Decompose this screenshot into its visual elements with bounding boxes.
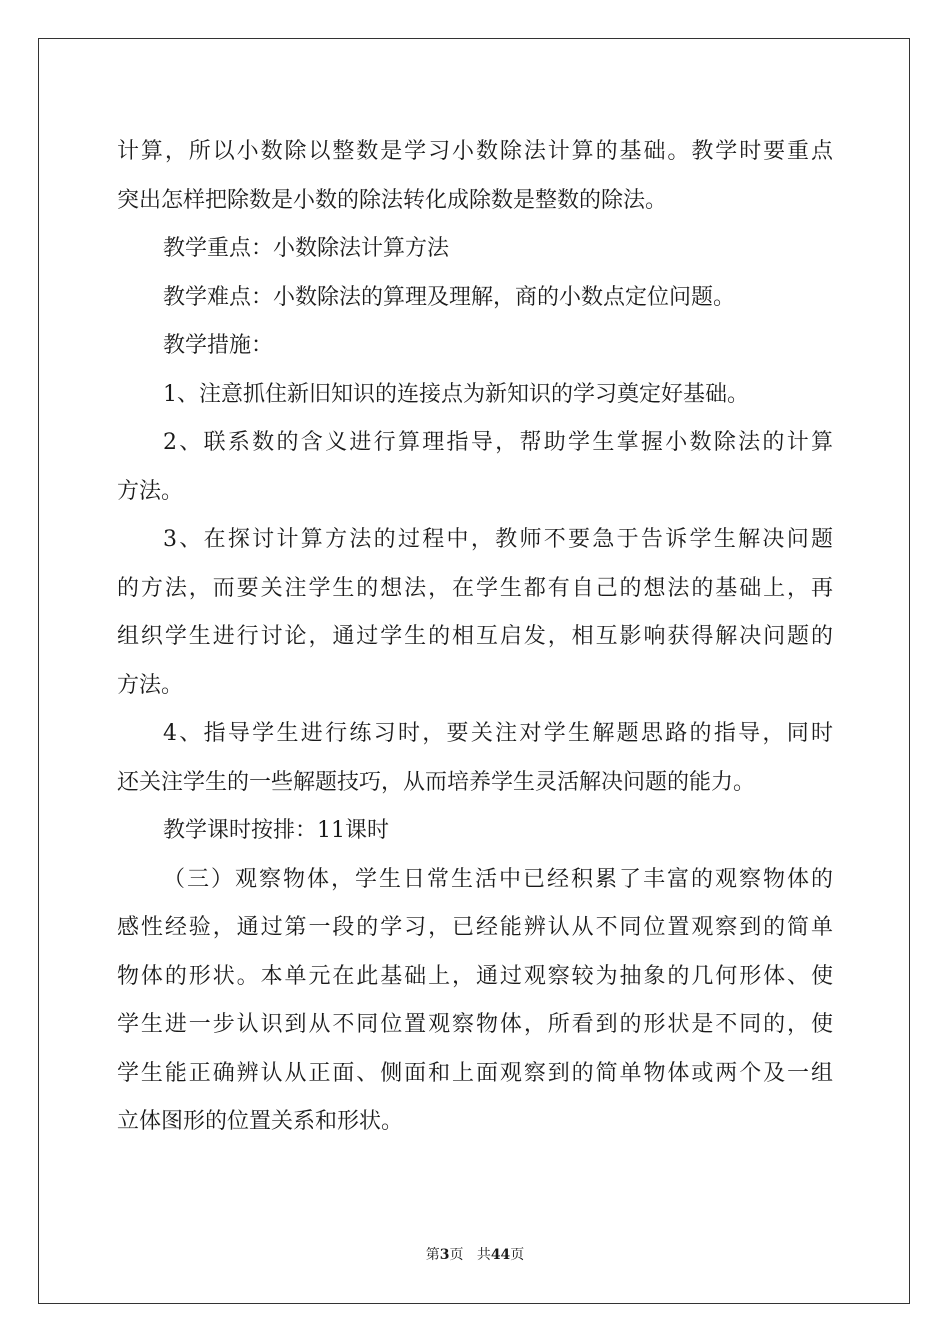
text-line: （三）观察物体，学生日常生活中已经积累了丰富的观察物体的 bbox=[163, 866, 833, 892]
text-line: 方法。 bbox=[117, 672, 184, 698]
text-line: 物体的形状。本单元在此基础上，通过观察较为抽象的几何形体、使 bbox=[117, 963, 833, 989]
text-line: 计算，所以小数除以整数是学习小数除法计算的基础。教学时要重点 bbox=[117, 139, 833, 164]
text-line: 教学措施： bbox=[163, 333, 274, 358]
text-line: 方法。 bbox=[117, 478, 184, 504]
text-line: 学生进一步认识到从不同位置观察物体，所看到的形状是不同的，使 bbox=[117, 1012, 833, 1037]
text-line: 立体图形的位置关系和形状。 bbox=[117, 1109, 404, 1134]
footer-total-suffix: 页 bbox=[510, 1247, 525, 1263]
document-body bbox=[117, 128, 833, 1147]
text-line: 学生能正确辨认从正面、侧面和上面观察到的简单物体或两个及一组 bbox=[117, 1060, 833, 1086]
footer-page-suffix: 页 bbox=[449, 1247, 464, 1263]
footer-total-prefix: 共 bbox=[476, 1247, 491, 1263]
page-number: 3 bbox=[439, 1247, 450, 1263]
text-line: 突出怎样把除数是小数的除法转化成除数是整数的除法。 bbox=[117, 187, 668, 213]
page-footer bbox=[0, 1245, 950, 1265]
text-line: 的方法，而要关注学生的想法，在学生都有自己的想法的基础上，再 bbox=[117, 575, 833, 601]
text-line: 教学难点：小数除法的算理及理解，商的小数点定位问题。 bbox=[163, 284, 736, 310]
text-line: 组织学生进行讨论，通过学生的相互启发，相互影响获得解决问题的 bbox=[117, 624, 833, 649]
total-pages: 44 bbox=[490, 1247, 511, 1263]
text-line: 4、指导学生进行练习时，要关注对学生解题思路的指导，同时 bbox=[163, 721, 833, 746]
text-line: 教学重点：小数除法计算方法 bbox=[163, 236, 450, 261]
text-line: 3、在探讨计算方法的过程中，教师不要急于告诉学生解决问题 bbox=[163, 527, 833, 552]
text-line: 教学课时按排：11课时 bbox=[163, 818, 389, 843]
text-line: 还关注学生的一些解题技巧，从而培养学生灵活解决问题的能力。 bbox=[117, 769, 756, 795]
text-line: 1、注意抓住新旧知识的连接点为新知识的学习奠定好基础。 bbox=[163, 381, 749, 407]
text-line: 感性经验，通过第一段的学习，已经能辨认从不同位置观察到的简单 bbox=[117, 915, 833, 940]
footer-prefix: 第 bbox=[425, 1247, 440, 1263]
text-line: 2、联系数的含义进行算理指导，帮助学生掌握小数除法的计算 bbox=[163, 430, 833, 455]
